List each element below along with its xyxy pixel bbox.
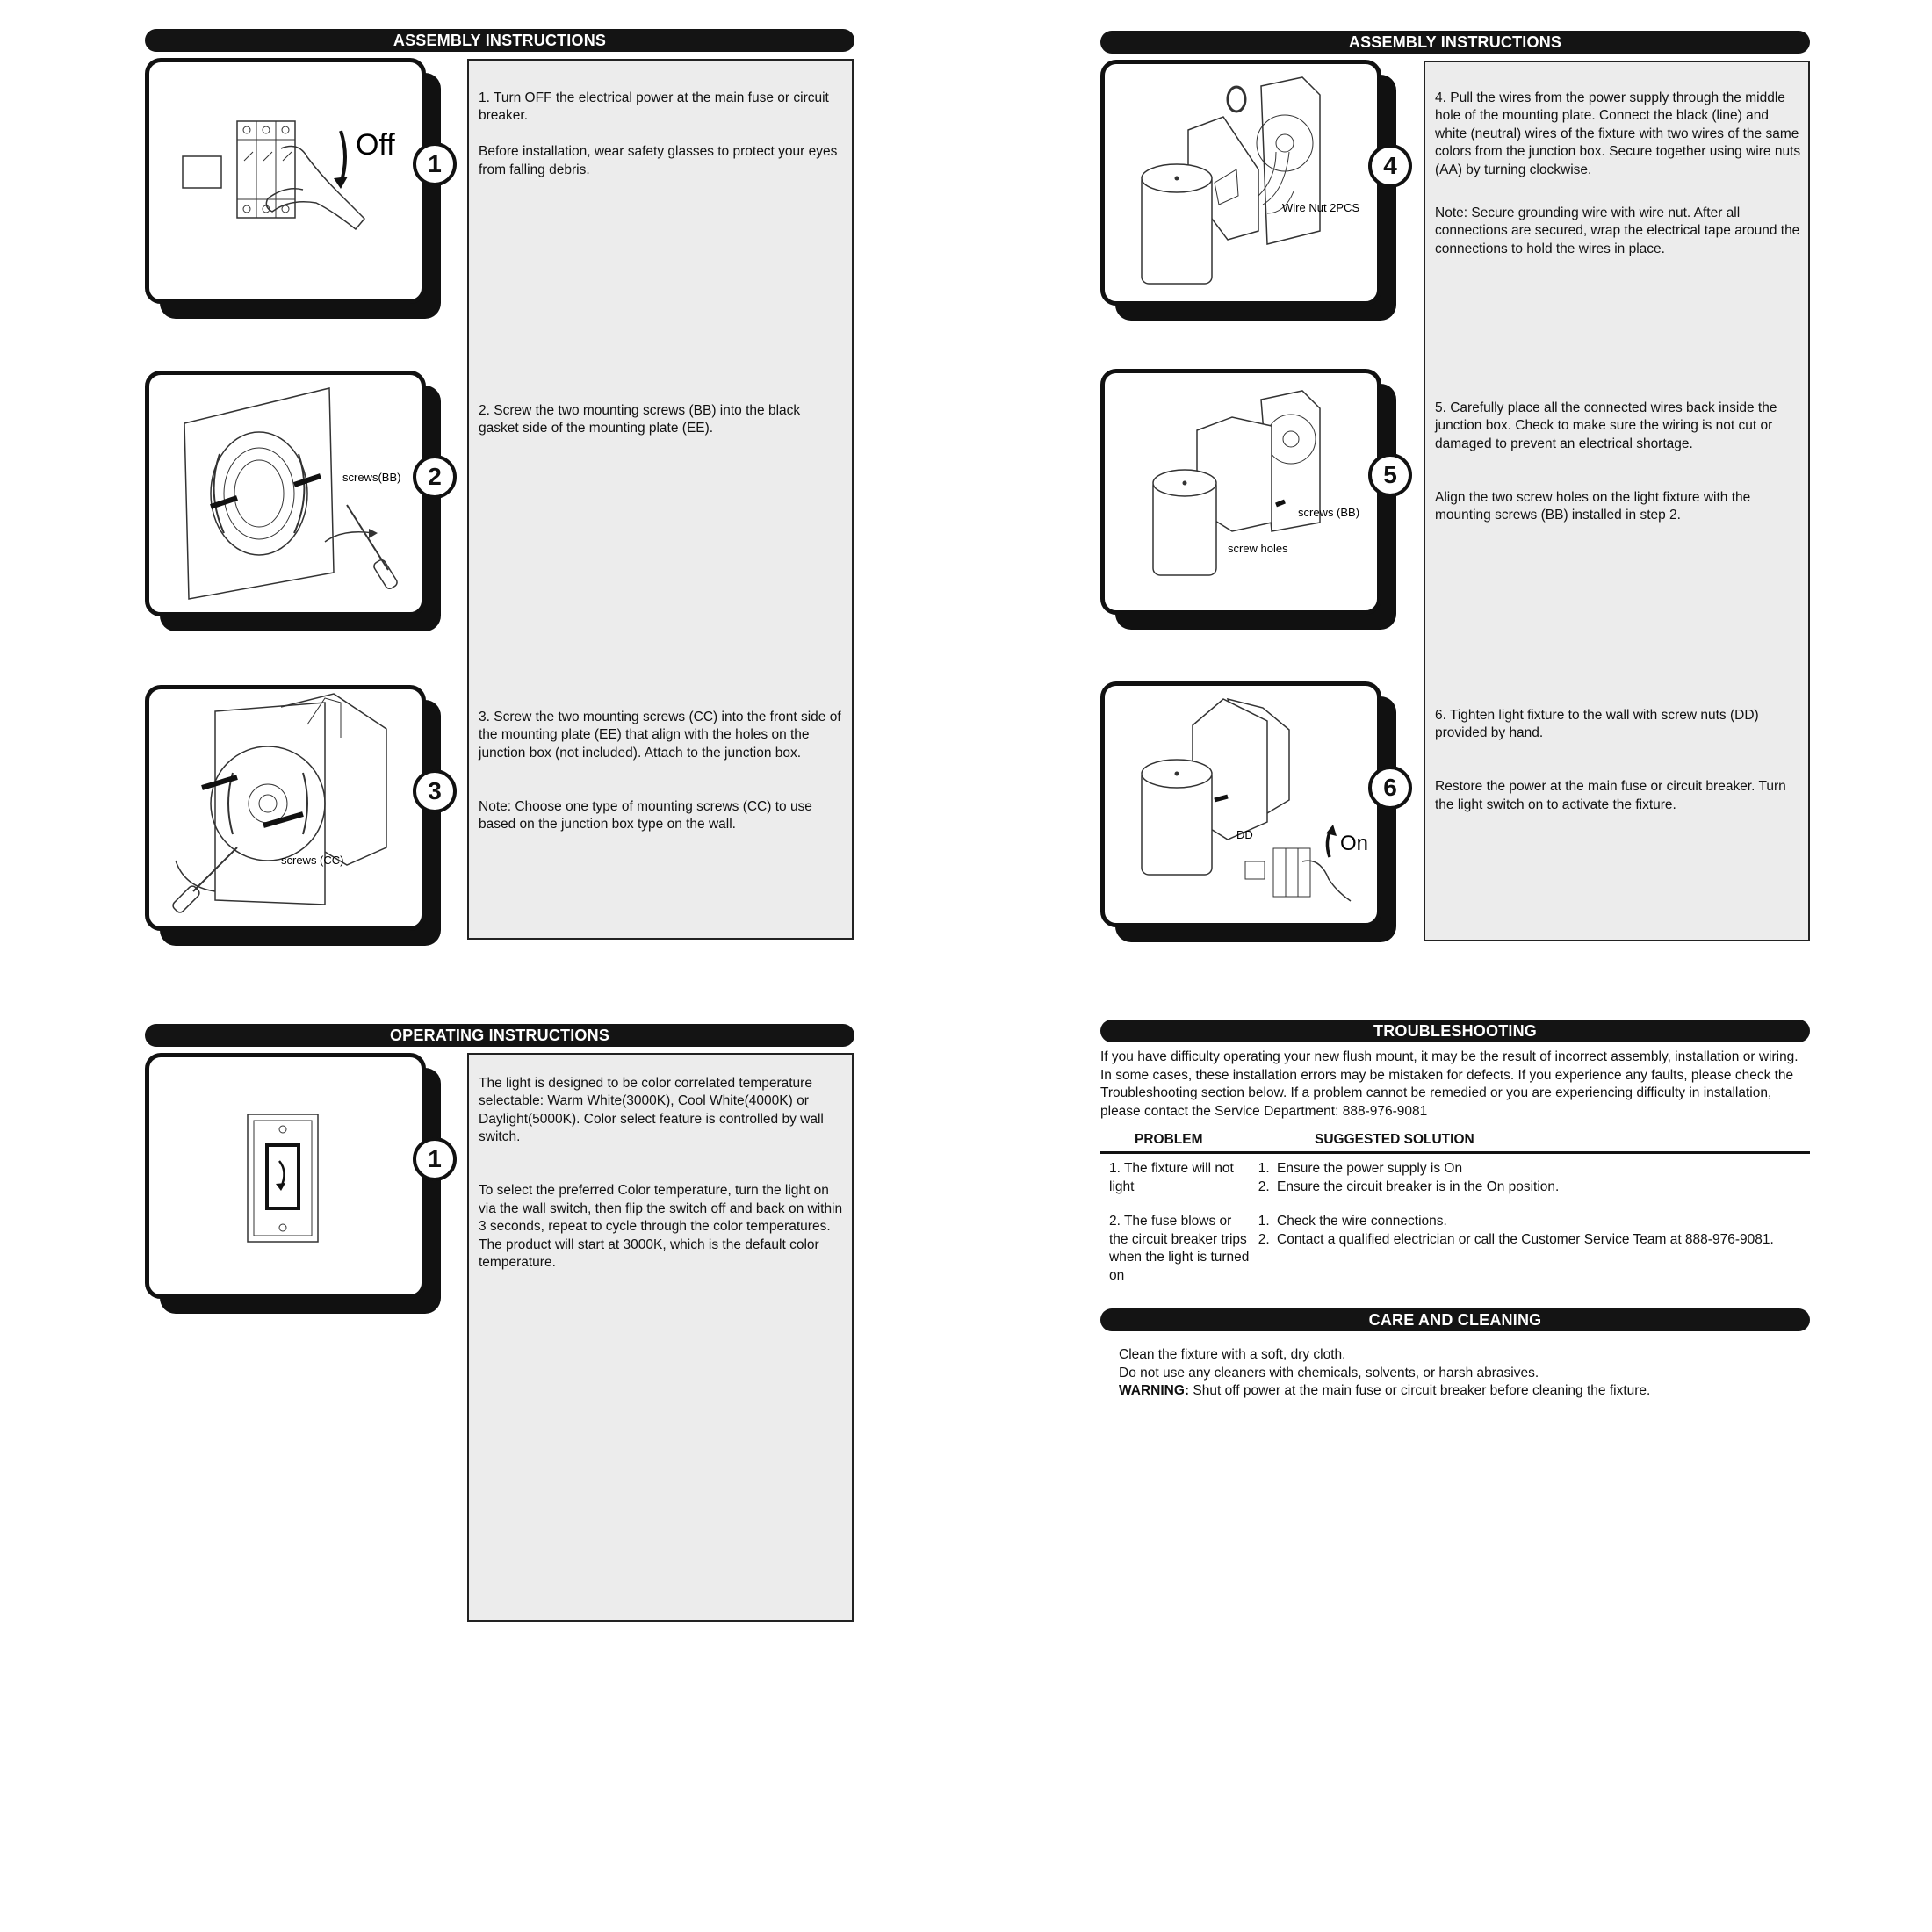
care-and-cleaning-banner: CARE AND CLEANING bbox=[1100, 1308, 1810, 1331]
svg-text:On: On bbox=[1340, 832, 1369, 855]
assembly-text-panel-left bbox=[467, 59, 854, 940]
solution-cell: 1. Check the wire connections. 2. Contact a qualified electrician or call the Customer Service Team at 888-976-9081. bbox=[1258, 1213, 1802, 1249]
svg-text:screws(BB): screws(BB) bbox=[342, 471, 401, 484]
table-row bbox=[1109, 1213, 1250, 1285]
step-5-badge: 5 bbox=[1368, 453, 1412, 497]
step-1-badge: 1 bbox=[413, 142, 457, 186]
problem-cell: 1. The fixture will not light bbox=[1109, 1161, 1234, 1194]
svg-text:Off: Off bbox=[356, 128, 395, 162]
troubleshooting-intro: If you have difficulty operating your new flush mount, it may be the result of incorrect assembly, installation or wiring. In some cases, these installation errors may be mistaken for defects. If you experience any faults, please check the Troubleshooting section below. If a problem cannot be remedied or you are experiencing difficulty in installation, please contact the Service Department: 888-976-9081 bbox=[1100, 1049, 1799, 1119]
step-1-text: 1. Turn OFF the electrical power at the main fuse or circuit breaker. Before installation, wear safety glasses to protect your eyes from falling debris. bbox=[479, 90, 838, 177]
step-6-text: 6. Tighten light fixture to the wall with screw nuts (DD) provided by hand. Restore the power at the main fuse or circuit breaker. Turn the light switch on to activate the fixture. bbox=[1435, 707, 1786, 812]
warning-text: Shut off power at the main fuse or circuit breaker before cleaning the fixture. bbox=[1189, 1383, 1651, 1398]
solution-cell: 1. Ensure the power supply is On 2. Ensure the circuit breaker is in the On position. bbox=[1258, 1160, 1802, 1196]
troubleshooting-banner: TROUBLESHOOTING bbox=[1100, 1020, 1810, 1042]
step-6-illustration bbox=[1100, 681, 1381, 927]
svg-text:DD: DD bbox=[1236, 828, 1253, 841]
step-6-badge: 6 bbox=[1368, 766, 1412, 810]
assembly-text-panel-right bbox=[1424, 61, 1810, 941]
step-4-illustration bbox=[1100, 60, 1381, 306]
breaker-off-icon bbox=[149, 62, 422, 299]
step-3-text: 3. Screw the two mounting screws (CC) into the front side of the mounting plate (EE) that align with the holes on the junction box (not included). Attach to the junction box. Note: Choose one type of mounting screws (CC) to use based on the junction box type on the wall. bbox=[479, 709, 841, 832]
care-line-1: Clean the fixture with a soft, dry cloth. bbox=[1119, 1347, 1346, 1362]
wiring-icon bbox=[1105, 64, 1377, 301]
solution-column-header: SUGGESTED SOLUTION bbox=[1315, 1132, 1474, 1147]
svg-text:Wire Nut 2PCS: Wire Nut 2PCS bbox=[1282, 201, 1360, 214]
step-2-illustration bbox=[145, 371, 426, 616]
assembly-instructions-banner-left: ASSEMBLY INSTRUCTIONS bbox=[145, 29, 854, 52]
table-row bbox=[1109, 1160, 1250, 1196]
fixture-on-icon bbox=[1105, 686, 1377, 923]
fixture-mount-icon bbox=[1105, 373, 1377, 610]
assembly-instructions-banner-right: ASSEMBLY INSTRUCTIONS bbox=[1100, 31, 1810, 54]
step-2-badge: 2 bbox=[413, 455, 457, 499]
svg-text:screws (CC): screws (CC) bbox=[281, 854, 344, 867]
warning-label: WARNING: bbox=[1119, 1383, 1190, 1398]
operating-illustration bbox=[145, 1053, 426, 1299]
problem-column-header: PROBLEM bbox=[1135, 1132, 1203, 1147]
operating-instructions-banner: OPERATING INSTRUCTIONS bbox=[145, 1024, 854, 1047]
operating-text-panel bbox=[467, 1053, 854, 1622]
step-5-text: 5. Carefully place all the connected wires back inside the junction box. Check to make sure the wiring is not cut or damaged to prevent an electrical shortage. Align the two screw holes on the light fixture with the mounting screws (BB) installed in step 2. bbox=[1435, 400, 1777, 523]
step-4-badge: 4 bbox=[1368, 144, 1412, 188]
junction-box-icon bbox=[149, 689, 422, 926]
step-3-illustration bbox=[145, 685, 426, 931]
step-5-illustration bbox=[1100, 369, 1381, 615]
svg-text:screw holes: screw holes bbox=[1228, 542, 1288, 555]
problem-cell: 2. The fuse blows or the circuit breaker trips when the light is turned on bbox=[1109, 1214, 1250, 1283]
step-1-illustration bbox=[145, 58, 426, 304]
svg-text:screws (BB): screws (BB) bbox=[1298, 506, 1360, 519]
operating-text: The light is designed to be color correlated temperature selectable: Warm White(3000K), Cool White(4000K) or Daylight(5000K). Color select feature is controlled by wall switch. To select the preferred Color temperature, turn the light on via the wall switch, then flip the switch off and back on within 3 seconds, repeat to cycle through the color temperatures. The product will start at 3000K, which is the default color temperature. bbox=[479, 1075, 843, 1270]
step-3-badge: 3 bbox=[413, 769, 457, 813]
care-text bbox=[1119, 1346, 1804, 1401]
step-2-text: 2. Screw the two mounting screws (BB) into the black gasket side of the mounting plate (EE). bbox=[479, 402, 801, 436]
operating-step-badge: 1 bbox=[413, 1137, 457, 1181]
care-line-2: Do not use any cleaners with chemicals, solvents, or harsh abrasives. bbox=[1119, 1365, 1539, 1381]
table-header-rule bbox=[1100, 1151, 1810, 1154]
mounting-plate-icon bbox=[149, 375, 422, 612]
step-4-text: 4. Pull the wires from the power supply through the middle hole of the mounting plate. Connect the black (line) and white (neutral) wires of the fixture with two wires of the same colors from the junction box. Secure together using wire nuts (AA) by turning clockwise. Note: Secure grounding wire with wire nut. After all connections are secured, wrap the electrical tape around the connections to hold the wires in place. bbox=[1435, 90, 1801, 256]
care-warning bbox=[1119, 1382, 1804, 1401]
wall-switch-icon bbox=[149, 1057, 422, 1294]
